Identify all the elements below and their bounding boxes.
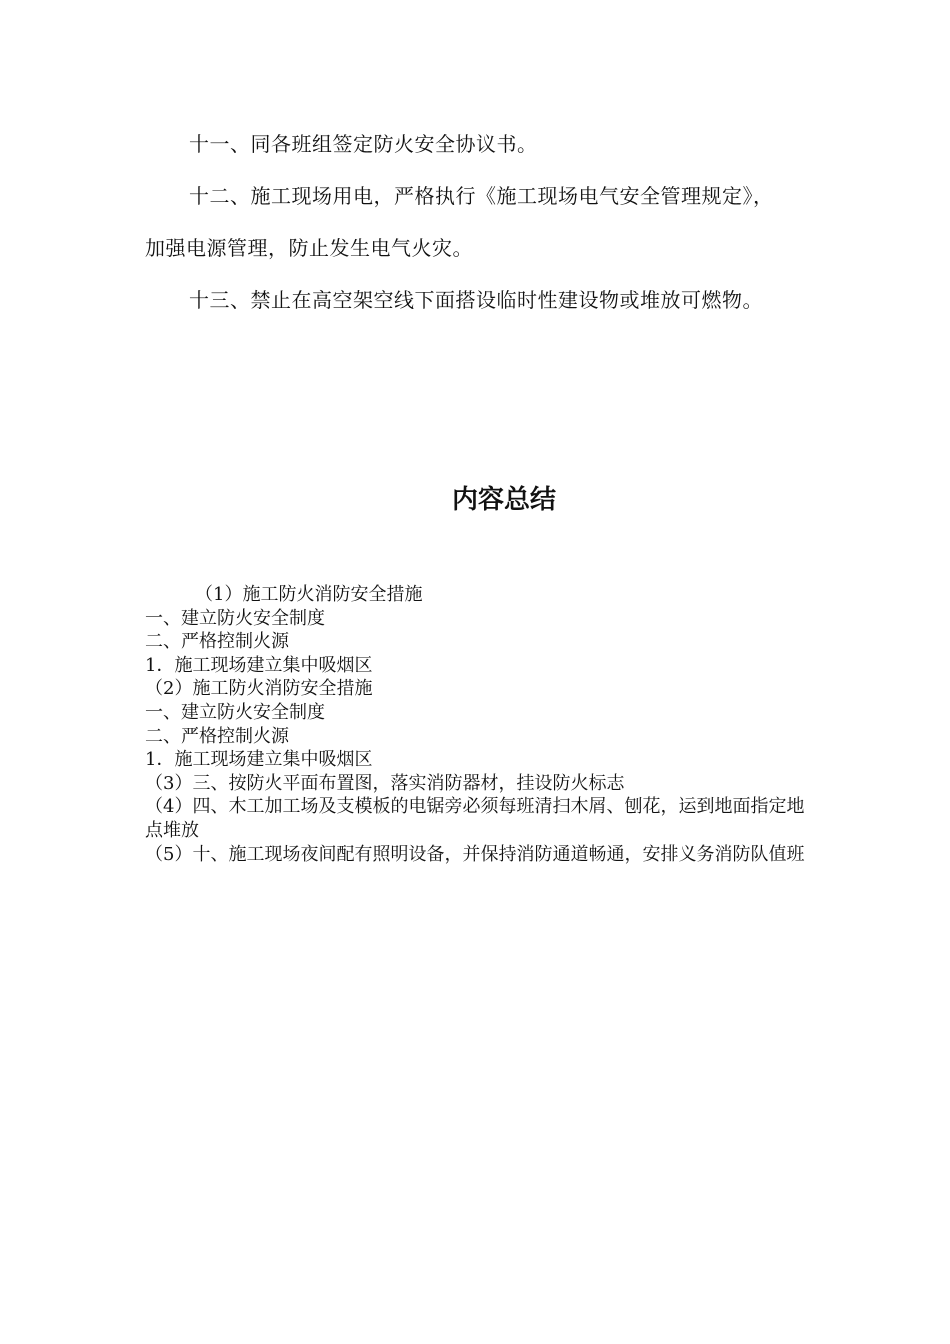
summary-line: 一、建立防火安全制度 bbox=[145, 701, 325, 723]
summary-line: 1．施工现场建立集中吸烟区 bbox=[145, 654, 373, 676]
summary-section bbox=[145, 583, 805, 866]
summary-line: 一、建立防火安全制度 bbox=[145, 607, 325, 629]
summary-line: （5）十、施工现场夜间配有照明设备，并保持消防通道畅通，安排义务消防队值班 bbox=[145, 843, 805, 865]
summary-line: （4）四、木工加工场及支模板的电锯旁必须每班清扫木屑、刨花，运到地面指定地点堆放 bbox=[145, 796, 805, 841]
body-section bbox=[145, 118, 785, 326]
summary-line: （1）施工防火消防安全措施 bbox=[195, 584, 423, 605]
summary-line: （3）三、按防火平面布置图，落实消防器材，挂设防火标志 bbox=[145, 772, 625, 794]
body-paragraph-13: 十三、禁止在高空架空线下面搭设临时性建设物或堆放可燃物。 bbox=[189, 288, 763, 312]
body-paragraph-12: 十二、施工现场用电，严格执行《施工现场电气安全管理规定》，加强电源管理，防止发生电气火灾。 bbox=[145, 184, 774, 260]
summary-line: 1．施工现场建立集中吸烟区 bbox=[145, 749, 373, 771]
summary-line: （2）施工防火消防安全措施 bbox=[145, 678, 373, 700]
summary-line: 二、严格控制火源 bbox=[145, 725, 289, 747]
body-paragraph-11: 十一、同各班组签定防火安全协议书。 bbox=[189, 132, 538, 156]
summary-line: 二、严格控制火源 bbox=[145, 631, 289, 653]
summary-title: 内容总结 bbox=[451, 485, 556, 515]
